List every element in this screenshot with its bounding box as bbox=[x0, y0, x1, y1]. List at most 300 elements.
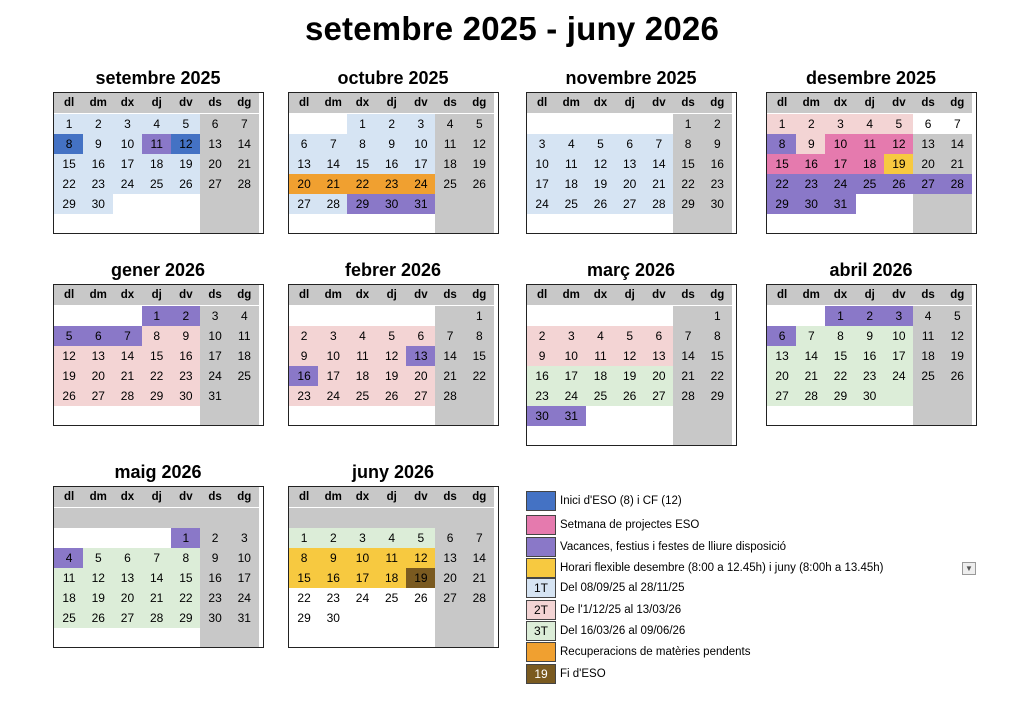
day-cell bbox=[200, 194, 230, 214]
legend-item bbox=[526, 578, 966, 598]
day-cell: 7 bbox=[673, 326, 703, 346]
day-cell: 24 bbox=[318, 386, 348, 406]
day-cell bbox=[435, 194, 465, 214]
day-cell: 4 bbox=[556, 134, 586, 154]
day-cell: 9 bbox=[171, 326, 201, 346]
day-cell: 23 bbox=[855, 366, 885, 386]
day-cell: 2 bbox=[289, 326, 319, 346]
day-cell: 11 bbox=[229, 326, 259, 346]
weekday-header: dl bbox=[767, 285, 797, 305]
day-cell bbox=[229, 194, 259, 214]
day-cell: 21 bbox=[796, 366, 826, 386]
day-cell: 13 bbox=[83, 346, 113, 366]
day-cell: 14 bbox=[229, 134, 259, 154]
day-cell: 2 bbox=[318, 528, 348, 548]
day-cell bbox=[377, 508, 407, 528]
day-cell bbox=[435, 608, 465, 628]
day-cell: 13 bbox=[644, 346, 674, 366]
weekday-header: dj bbox=[377, 93, 407, 113]
day-cell: 23 bbox=[200, 588, 230, 608]
day-cell: 25 bbox=[556, 194, 586, 214]
day-cell: 4 bbox=[229, 306, 259, 326]
day-cell: 31 bbox=[406, 194, 436, 214]
month-calendar bbox=[288, 486, 499, 648]
day-cell: 8 bbox=[347, 134, 377, 154]
day-cell: 21 bbox=[318, 174, 348, 194]
day-cell: 8 bbox=[171, 548, 201, 568]
day-cell: 2 bbox=[702, 114, 732, 134]
day-cell: 3 bbox=[318, 326, 348, 346]
day-cell: 15 bbox=[171, 568, 201, 588]
day-cell bbox=[435, 508, 465, 528]
weekday-header: dl bbox=[289, 285, 319, 305]
day-cell: 6 bbox=[289, 134, 319, 154]
day-cell bbox=[171, 508, 201, 528]
day-cell: 4 bbox=[142, 114, 172, 134]
weekday-header: dg bbox=[702, 93, 732, 113]
weekday-header: dm bbox=[318, 487, 348, 507]
day-cell: 8 bbox=[825, 326, 855, 346]
day-cell: 22 bbox=[171, 588, 201, 608]
day-cell bbox=[855, 194, 885, 214]
day-cell: 17 bbox=[347, 568, 377, 588]
day-cell: 13 bbox=[406, 346, 436, 366]
weekday-header: dm bbox=[796, 93, 826, 113]
legend-item bbox=[526, 642, 966, 662]
day-cell: 20 bbox=[435, 568, 465, 588]
day-cell: 14 bbox=[112, 346, 142, 366]
day-cell: 27 bbox=[406, 386, 436, 406]
day-cell: 10 bbox=[825, 134, 855, 154]
weekday-header: dm bbox=[318, 285, 348, 305]
day-cell: 3 bbox=[347, 528, 377, 548]
weekday-header: dx bbox=[347, 487, 377, 507]
legend-swatch bbox=[526, 491, 556, 511]
day-cell: 27 bbox=[435, 588, 465, 608]
day-cell: 7 bbox=[318, 134, 348, 154]
day-cell: 4 bbox=[435, 114, 465, 134]
month-calendar bbox=[53, 92, 264, 234]
day-cell: 4 bbox=[855, 114, 885, 134]
day-cell: 21 bbox=[673, 366, 703, 386]
weekend-filler bbox=[913, 406, 943, 426]
day-cell: 16 bbox=[796, 154, 826, 174]
weekday-header: dj bbox=[377, 487, 407, 507]
weekday-header: dv bbox=[644, 285, 674, 305]
day-cell: 16 bbox=[289, 366, 319, 386]
weekday-header: ds bbox=[673, 285, 703, 305]
legend-item bbox=[526, 621, 966, 641]
day-cell: 20 bbox=[112, 588, 142, 608]
month-calendar bbox=[766, 284, 977, 426]
day-cell bbox=[377, 306, 407, 326]
day-cell: 23 bbox=[326, 591, 340, 605]
day-cell: 9 bbox=[527, 346, 557, 366]
weekday-header: dx bbox=[585, 93, 615, 113]
day-cell: 29 bbox=[702, 386, 732, 406]
day-cell bbox=[615, 306, 645, 326]
day-cell bbox=[585, 114, 615, 134]
legend-item bbox=[526, 664, 966, 684]
month-calendar bbox=[53, 284, 264, 426]
day-cell bbox=[644, 114, 674, 134]
day-cell bbox=[673, 306, 703, 326]
day-cell: 23 bbox=[171, 366, 201, 386]
day-cell: 12 bbox=[377, 346, 407, 366]
day-cell: 13 bbox=[767, 346, 797, 366]
legend-label: Del 16/03/26 al 09/06/26 bbox=[560, 625, 686, 637]
day-cell: 4 bbox=[377, 528, 407, 548]
day-cell bbox=[406, 508, 436, 528]
day-cell bbox=[229, 508, 259, 528]
day-cell: 19 bbox=[464, 154, 494, 174]
day-cell bbox=[615, 114, 645, 134]
day-cell: 15 bbox=[825, 346, 855, 366]
day-cell: 21 bbox=[464, 568, 494, 588]
day-cell bbox=[913, 386, 943, 406]
day-cell bbox=[796, 306, 826, 326]
day-cell: 21 bbox=[942, 154, 972, 174]
day-cell: 14 bbox=[673, 346, 703, 366]
day-cell: 1 bbox=[767, 114, 797, 134]
day-cell: 19 bbox=[884, 154, 914, 174]
day-cell: 11 bbox=[855, 134, 885, 154]
day-cell: 15 bbox=[464, 346, 494, 366]
day-cell: 13 bbox=[289, 154, 319, 174]
day-cell: 25 bbox=[585, 386, 615, 406]
day-cell: 24 bbox=[112, 174, 142, 194]
day-cell: 25 bbox=[142, 174, 172, 194]
day-cell: 7 bbox=[435, 326, 465, 346]
weekday-header: ds bbox=[435, 487, 465, 507]
day-cell bbox=[556, 114, 586, 134]
day-cell: 28 bbox=[112, 386, 142, 406]
day-cell: 15 bbox=[702, 346, 732, 366]
day-cell: 1 bbox=[464, 306, 494, 326]
day-cell: 1 bbox=[54, 114, 84, 134]
day-cell bbox=[289, 306, 319, 326]
legend-label: Fi d'ESO bbox=[560, 668, 606, 680]
day-cell: 17 bbox=[229, 568, 259, 588]
month-calendar bbox=[526, 92, 737, 234]
weekday-header: dv bbox=[644, 93, 674, 113]
day-cell bbox=[83, 528, 113, 548]
weekday-header: ds bbox=[200, 93, 230, 113]
day-cell: 17 bbox=[556, 366, 586, 386]
weekday-header: ds bbox=[200, 285, 230, 305]
day-cell: 3 bbox=[229, 528, 259, 548]
day-cell: 26 bbox=[377, 386, 407, 406]
day-cell: 17 bbox=[825, 154, 855, 174]
day-cell: 1 bbox=[289, 528, 319, 548]
weekend-filler bbox=[229, 628, 259, 648]
day-cell: 13 bbox=[615, 154, 645, 174]
day-cell: 6 bbox=[913, 114, 943, 134]
day-cell: 29 bbox=[825, 386, 855, 406]
day-cell: 5 bbox=[54, 326, 84, 346]
day-cell: 26 bbox=[54, 386, 84, 406]
day-cell bbox=[112, 508, 142, 528]
day-cell: 1 bbox=[825, 306, 855, 326]
day-cell bbox=[347, 306, 377, 326]
day-cell: 29 bbox=[171, 608, 201, 628]
day-cell: 3 bbox=[556, 326, 586, 346]
day-cell: 26 bbox=[884, 174, 914, 194]
weekday-header: dg bbox=[229, 487, 259, 507]
day-cell: 22 bbox=[297, 591, 311, 605]
day-cell: 10 bbox=[318, 346, 348, 366]
day-cell bbox=[83, 306, 113, 326]
day-cell: 24 bbox=[406, 174, 436, 194]
day-cell: 9 bbox=[200, 548, 230, 568]
day-cell: 17 bbox=[406, 154, 436, 174]
day-cell: 20 bbox=[767, 366, 797, 386]
weekday-header: dm bbox=[83, 93, 113, 113]
day-cell: 17 bbox=[527, 174, 557, 194]
day-cell: 29 bbox=[673, 194, 703, 214]
day-cell: 7 bbox=[112, 326, 142, 346]
weekday-header: dv bbox=[884, 285, 914, 305]
weekday-header: dm bbox=[83, 285, 113, 305]
day-cell: 11 bbox=[347, 346, 377, 366]
day-cell: 9 bbox=[702, 134, 732, 154]
day-cell: 27 bbox=[913, 174, 943, 194]
day-cell: 13 bbox=[112, 568, 142, 588]
day-cell: 29 bbox=[54, 194, 84, 214]
day-cell: 19 bbox=[615, 366, 645, 386]
day-cell: 29 bbox=[347, 194, 377, 214]
month-calendar bbox=[288, 92, 499, 234]
day-cell bbox=[54, 306, 84, 326]
day-cell: 22 bbox=[702, 366, 732, 386]
day-cell: 30 bbox=[83, 194, 113, 214]
weekday-header: dm bbox=[556, 93, 586, 113]
day-cell: 6 bbox=[406, 326, 436, 346]
weekend-filler bbox=[942, 406, 972, 426]
day-cell bbox=[585, 406, 615, 426]
day-cell: 24 bbox=[825, 174, 855, 194]
day-cell: 3 bbox=[527, 134, 557, 154]
weekend-filler bbox=[200, 214, 230, 234]
day-cell: 30 bbox=[855, 386, 885, 406]
weekday-header: dj bbox=[615, 93, 645, 113]
day-cell: 24 bbox=[884, 366, 914, 386]
weekday-header: dx bbox=[585, 285, 615, 305]
day-cell: 28 bbox=[644, 194, 674, 214]
day-cell: 2 bbox=[171, 306, 201, 326]
weekday-header: dm bbox=[796, 285, 826, 305]
day-cell: 31 bbox=[825, 194, 855, 214]
day-cell: 16 bbox=[318, 568, 348, 588]
day-cell: 18 bbox=[347, 366, 377, 386]
day-cell: 6 bbox=[767, 326, 797, 346]
page-title: setembre 2025 - juny 2026 bbox=[304, 10, 720, 47]
day-cell: 20 bbox=[200, 154, 230, 174]
day-cell: 30 bbox=[326, 611, 340, 625]
day-cell: 6 bbox=[615, 134, 645, 154]
day-cell: 9 bbox=[855, 326, 885, 346]
day-cell: 13 bbox=[913, 134, 943, 154]
day-cell: 10 bbox=[200, 326, 230, 346]
day-cell bbox=[200, 508, 230, 528]
day-cell: 29 bbox=[142, 386, 172, 406]
day-cell: 7 bbox=[229, 114, 259, 134]
day-cell bbox=[767, 306, 797, 326]
day-cell bbox=[318, 114, 348, 134]
day-cell: 12 bbox=[615, 346, 645, 366]
day-cell: 6 bbox=[435, 528, 465, 548]
day-cell: 12 bbox=[171, 134, 201, 154]
day-cell: 30 bbox=[171, 386, 201, 406]
day-cell: 20 bbox=[406, 366, 436, 386]
day-cell: 27 bbox=[644, 386, 674, 406]
day-cell: 14 bbox=[142, 568, 172, 588]
day-cell bbox=[942, 386, 972, 406]
legend-swatch: 3T bbox=[526, 621, 556, 641]
day-cell: 8 bbox=[54, 134, 84, 154]
weekday-header: ds bbox=[673, 93, 703, 113]
day-cell bbox=[615, 406, 645, 426]
day-cell: 12 bbox=[585, 154, 615, 174]
day-cell: 7 bbox=[796, 326, 826, 346]
day-cell: 12 bbox=[942, 326, 972, 346]
day-cell: 9 bbox=[318, 548, 348, 568]
day-cell: 27 bbox=[200, 174, 230, 194]
day-cell: 10 bbox=[406, 134, 436, 154]
weekday-header: dv bbox=[406, 487, 436, 507]
day-cell: 31 bbox=[200, 386, 230, 406]
day-cell: 15 bbox=[142, 346, 172, 366]
day-cell: 13 bbox=[435, 548, 465, 568]
day-cell bbox=[527, 306, 557, 326]
chevron-down-icon[interactable]: ▼ bbox=[962, 562, 976, 575]
day-cell: 25 bbox=[435, 174, 465, 194]
day-cell: 24 bbox=[527, 194, 557, 214]
weekend-filler bbox=[435, 406, 465, 426]
day-cell: 8 bbox=[673, 134, 703, 154]
day-cell: 3 bbox=[112, 114, 142, 134]
day-cell bbox=[142, 508, 172, 528]
day-cell: 20 bbox=[644, 366, 674, 386]
day-cell: 23 bbox=[796, 174, 826, 194]
legend-swatch: 1T bbox=[526, 578, 556, 598]
weekday-header: ds bbox=[435, 93, 465, 113]
month-title: desembre 2025 bbox=[805, 68, 937, 88]
weekday-header: dx bbox=[112, 93, 142, 113]
weekday-header: dg bbox=[229, 285, 259, 305]
weekday-header: ds bbox=[913, 285, 943, 305]
day-cell: 30 bbox=[796, 194, 826, 214]
day-cell: 5 bbox=[406, 528, 436, 548]
month-title: novembre 2025 bbox=[565, 68, 697, 88]
weekday-header: dx bbox=[112, 285, 142, 305]
weekend-filler bbox=[673, 214, 703, 234]
day-cell: 28 bbox=[142, 608, 172, 628]
day-cell: 25 bbox=[855, 174, 885, 194]
day-cell: 30 bbox=[200, 608, 230, 628]
day-cell: 8 bbox=[464, 326, 494, 346]
day-cell: 18 bbox=[585, 366, 615, 386]
day-cell: 22 bbox=[825, 366, 855, 386]
day-cell: 21 bbox=[229, 154, 259, 174]
weekday-header: dg bbox=[464, 93, 494, 113]
weekend-filler bbox=[942, 214, 972, 234]
day-cell: 26 bbox=[942, 366, 972, 386]
month-calendar bbox=[766, 92, 977, 234]
day-cell: 21 bbox=[644, 174, 674, 194]
legend-label: Del 08/09/25 al 28/11/25 bbox=[560, 582, 685, 594]
day-cell: 6 bbox=[83, 326, 113, 346]
month-title: octubre 2025 bbox=[337, 68, 449, 88]
day-cell: 23 bbox=[702, 174, 732, 194]
legend-item bbox=[526, 600, 966, 620]
weekend-filler bbox=[200, 406, 230, 426]
day-cell: 11 bbox=[913, 326, 943, 346]
day-cell: 11 bbox=[377, 548, 407, 568]
day-cell: 12 bbox=[406, 548, 436, 568]
day-cell bbox=[556, 306, 586, 326]
day-cell: 31 bbox=[556, 406, 586, 426]
day-cell bbox=[913, 194, 943, 214]
weekday-header: dx bbox=[347, 285, 377, 305]
weekend-filler bbox=[702, 214, 732, 234]
day-cell: 26 bbox=[615, 386, 645, 406]
day-cell: 2 bbox=[377, 114, 407, 134]
day-cell: 30 bbox=[702, 194, 732, 214]
legend-label: Horari flexible desembre (8:00 a 12.45h) i juny (8:00h a 13.45h) bbox=[560, 562, 884, 574]
day-cell: 20 bbox=[913, 154, 943, 174]
day-cell: 11 bbox=[54, 568, 84, 588]
day-cell: 30 bbox=[527, 406, 557, 426]
day-cell: 6 bbox=[644, 326, 674, 346]
day-cell: 14 bbox=[464, 548, 494, 568]
weekday-header: dv bbox=[171, 93, 201, 113]
weekday-header: dl bbox=[289, 93, 319, 113]
weekday-header: dj bbox=[615, 285, 645, 305]
weekend-filler bbox=[464, 406, 494, 426]
day-cell: 12 bbox=[884, 134, 914, 154]
day-cell: 27 bbox=[289, 194, 319, 214]
day-cell: 5 bbox=[942, 306, 972, 326]
day-cell: 10 bbox=[347, 548, 377, 568]
weekday-header: dv bbox=[406, 93, 436, 113]
day-cell: 11 bbox=[435, 134, 465, 154]
day-cell: 8 bbox=[767, 134, 797, 154]
day-cell: 22 bbox=[673, 174, 703, 194]
day-cell: 14 bbox=[318, 154, 348, 174]
month-title: juny 2026 bbox=[351, 462, 435, 482]
day-cell: 19 bbox=[83, 588, 113, 608]
month-calendar bbox=[288, 284, 499, 426]
day-cell bbox=[406, 306, 436, 326]
day-cell: 25 bbox=[229, 366, 259, 386]
day-cell: 18 bbox=[855, 154, 885, 174]
weekday-header: dg bbox=[942, 93, 972, 113]
legend-item bbox=[526, 491, 966, 511]
day-cell: 16 bbox=[855, 346, 885, 366]
day-cell bbox=[289, 508, 319, 528]
day-cell: 16 bbox=[702, 154, 732, 174]
day-cell: 18 bbox=[435, 154, 465, 174]
day-cell: 14 bbox=[796, 346, 826, 366]
day-cell: 7 bbox=[644, 134, 674, 154]
legend-label: De l'1/12/25 al 13/03/26 bbox=[560, 604, 682, 616]
day-cell: 20 bbox=[615, 174, 645, 194]
day-cell: 28 bbox=[673, 386, 703, 406]
day-cell bbox=[884, 386, 914, 406]
weekend-filler bbox=[435, 628, 465, 648]
day-cell: 18 bbox=[913, 346, 943, 366]
